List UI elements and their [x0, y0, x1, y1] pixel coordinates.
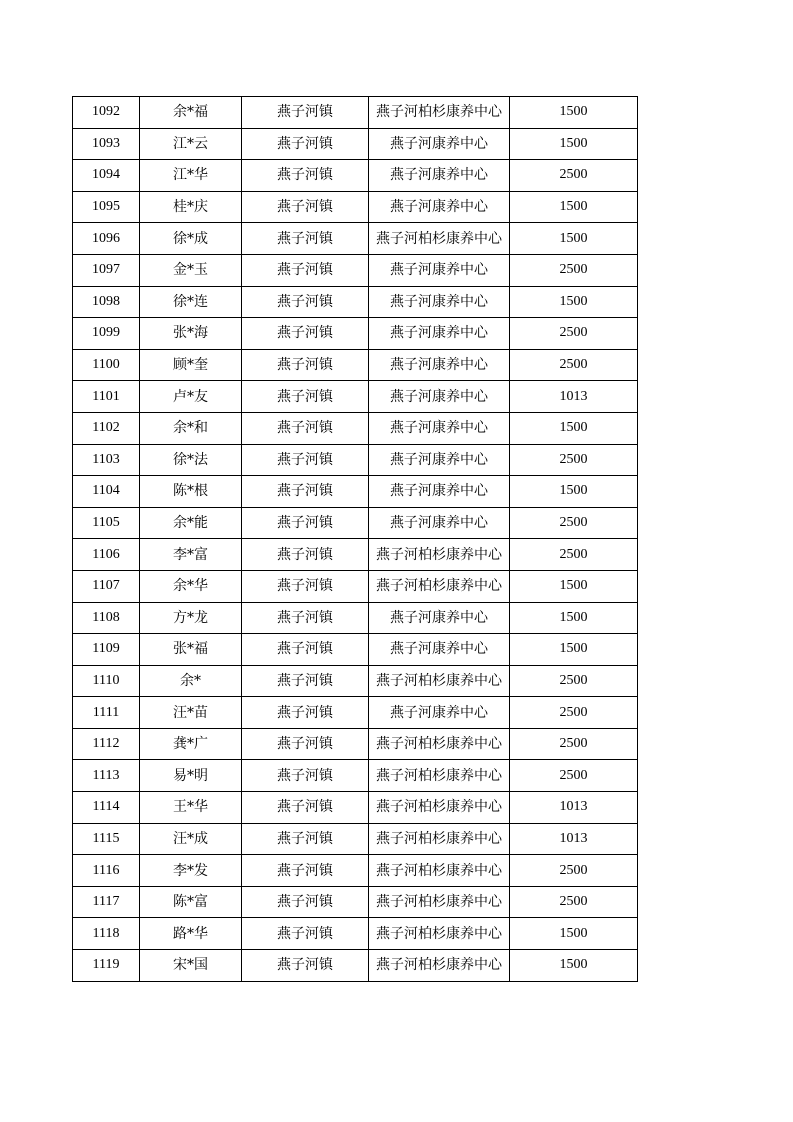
town-cell: 燕子河镇	[242, 381, 369, 413]
name-cell: 汪*成	[140, 823, 242, 855]
row-number-cell: 1108	[73, 602, 140, 634]
name-cell: 江*华	[140, 160, 242, 192]
amount-cell: 1500	[510, 128, 638, 160]
table-row	[73, 507, 638, 539]
table-row	[73, 318, 638, 350]
name-cell: 路*华	[140, 918, 242, 950]
town-cell: 燕子河镇	[242, 950, 369, 982]
row-number-cell: 1093	[73, 128, 140, 160]
amount-cell: 2500	[510, 728, 638, 760]
row-number-cell: 1104	[73, 476, 140, 508]
town-cell: 燕子河镇	[242, 97, 369, 129]
amount-cell: 2500	[510, 444, 638, 476]
name-cell: 易*明	[140, 760, 242, 792]
row-number-cell: 1099	[73, 318, 140, 350]
amount-cell: 1500	[510, 476, 638, 508]
row-number-cell: 1113	[73, 760, 140, 792]
amount-cell: 1500	[510, 286, 638, 318]
table-row	[73, 97, 638, 129]
table-row	[73, 728, 638, 760]
town-cell: 燕子河镇	[242, 476, 369, 508]
town-cell: 燕子河镇	[242, 160, 369, 192]
care-center-cell: 燕子河柏杉康养中心	[369, 570, 510, 602]
amount-cell: 1013	[510, 381, 638, 413]
table-row	[73, 160, 638, 192]
name-cell: 陈*富	[140, 886, 242, 918]
town-cell: 燕子河镇	[242, 223, 369, 255]
amount-cell: 2500	[510, 160, 638, 192]
amount-cell: 1500	[510, 412, 638, 444]
name-cell: 徐*法	[140, 444, 242, 476]
name-cell: 方*龙	[140, 602, 242, 634]
row-number-cell: 1105	[73, 507, 140, 539]
row-number-cell: 1119	[73, 950, 140, 982]
care-center-cell: 燕子河康养中心	[369, 381, 510, 413]
town-cell: 燕子河镇	[242, 444, 369, 476]
name-cell: 卢*友	[140, 381, 242, 413]
name-cell: 余*华	[140, 570, 242, 602]
name-cell: 江*云	[140, 128, 242, 160]
row-number-cell: 1095	[73, 191, 140, 223]
care-center-cell: 燕子河康养中心	[369, 318, 510, 350]
care-center-cell: 燕子河康养中心	[369, 507, 510, 539]
town-cell: 燕子河镇	[242, 665, 369, 697]
amount-cell: 1500	[510, 918, 638, 950]
care-center-cell: 燕子河康养中心	[369, 286, 510, 318]
amount-cell: 1500	[510, 634, 638, 666]
table-row	[73, 128, 638, 160]
amount-cell: 2500	[510, 254, 638, 286]
name-cell: 张*福	[140, 634, 242, 666]
table-row	[73, 476, 638, 508]
care-center-cell: 燕子河柏杉康养中心	[369, 223, 510, 255]
table-row	[73, 349, 638, 381]
name-cell: 汪*苗	[140, 697, 242, 729]
town-cell: 燕子河镇	[242, 634, 369, 666]
table-row	[73, 792, 638, 824]
care-center-cell: 燕子河柏杉康养中心	[369, 950, 510, 982]
town-cell: 燕子河镇	[242, 254, 369, 286]
table-row	[73, 855, 638, 887]
amount-cell: 1500	[510, 97, 638, 129]
table-row	[73, 634, 638, 666]
care-center-cell: 燕子河柏杉康养中心	[369, 886, 510, 918]
row-number-cell: 1097	[73, 254, 140, 286]
amount-cell: 1500	[510, 191, 638, 223]
row-number-cell: 1098	[73, 286, 140, 318]
name-cell: 宋*国	[140, 950, 242, 982]
table-row	[73, 886, 638, 918]
table-row	[73, 223, 638, 255]
amount-cell: 2500	[510, 507, 638, 539]
table-row	[73, 444, 638, 476]
row-number-cell: 1109	[73, 634, 140, 666]
name-cell: 桂*庆	[140, 191, 242, 223]
town-cell: 燕子河镇	[242, 412, 369, 444]
amount-cell: 2500	[510, 697, 638, 729]
care-center-cell: 燕子河柏杉康养中心	[369, 728, 510, 760]
amount-cell: 2500	[510, 855, 638, 887]
table-row	[73, 254, 638, 286]
row-number-cell: 1115	[73, 823, 140, 855]
care-center-cell: 燕子河康养中心	[369, 444, 510, 476]
name-cell: 陈*根	[140, 476, 242, 508]
table-row	[73, 570, 638, 602]
care-center-cell: 燕子河康养中心	[369, 349, 510, 381]
town-cell: 燕子河镇	[242, 697, 369, 729]
care-center-cell: 燕子河柏杉康养中心	[369, 665, 510, 697]
care-center-cell: 燕子河康养中心	[369, 160, 510, 192]
name-cell: 顾*奎	[140, 349, 242, 381]
table-row	[73, 950, 638, 982]
row-number-cell: 1094	[73, 160, 140, 192]
row-number-cell: 1114	[73, 792, 140, 824]
care-center-cell: 燕子河康养中心	[369, 254, 510, 286]
town-cell: 燕子河镇	[242, 349, 369, 381]
town-cell: 燕子河镇	[242, 539, 369, 571]
name-cell: 王*华	[140, 792, 242, 824]
table-row	[73, 539, 638, 571]
row-number-cell: 1103	[73, 444, 140, 476]
name-cell: 余*	[140, 665, 242, 697]
row-number-cell: 1092	[73, 97, 140, 129]
row-number-cell: 1107	[73, 570, 140, 602]
town-cell: 燕子河镇	[242, 918, 369, 950]
name-cell: 徐*成	[140, 223, 242, 255]
row-number-cell: 1102	[73, 412, 140, 444]
town-cell: 燕子河镇	[242, 855, 369, 887]
table-row	[73, 697, 638, 729]
table-row	[73, 381, 638, 413]
town-cell: 燕子河镇	[242, 886, 369, 918]
amount-cell: 1500	[510, 950, 638, 982]
row-number-cell: 1117	[73, 886, 140, 918]
care-center-cell: 燕子河柏杉康养中心	[369, 97, 510, 129]
care-center-cell: 燕子河柏杉康养中心	[369, 855, 510, 887]
care-center-cell: 燕子河柏杉康养中心	[369, 823, 510, 855]
amount-cell: 2500	[510, 760, 638, 792]
amount-cell: 1013	[510, 823, 638, 855]
care-center-cell: 燕子河柏杉康养中心	[369, 792, 510, 824]
row-number-cell: 1101	[73, 381, 140, 413]
amount-cell: 2500	[510, 665, 638, 697]
table-row	[73, 412, 638, 444]
town-cell: 燕子河镇	[242, 728, 369, 760]
table-row	[73, 191, 638, 223]
row-number-cell: 1106	[73, 539, 140, 571]
name-cell: 李*富	[140, 539, 242, 571]
town-cell: 燕子河镇	[242, 318, 369, 350]
table-row	[73, 823, 638, 855]
name-cell: 金*玉	[140, 254, 242, 286]
table-row	[73, 286, 638, 318]
name-cell: 余*能	[140, 507, 242, 539]
town-cell: 燕子河镇	[242, 191, 369, 223]
name-cell: 李*发	[140, 855, 242, 887]
amount-cell: 1500	[510, 570, 638, 602]
table-row	[73, 665, 638, 697]
table-row	[73, 918, 638, 950]
care-center-cell: 燕子河柏杉康养中心	[369, 760, 510, 792]
name-cell: 张*海	[140, 318, 242, 350]
row-number-cell: 1118	[73, 918, 140, 950]
care-center-cell: 燕子河康养中心	[369, 697, 510, 729]
town-cell: 燕子河镇	[242, 760, 369, 792]
table-row	[73, 602, 638, 634]
roster-table-body	[73, 97, 638, 982]
amount-cell: 2500	[510, 318, 638, 350]
amount-cell: 2500	[510, 886, 638, 918]
care-center-cell: 燕子河康养中心	[369, 128, 510, 160]
town-cell: 燕子河镇	[242, 286, 369, 318]
name-cell: 龚*广	[140, 728, 242, 760]
table-row	[73, 760, 638, 792]
row-number-cell: 1100	[73, 349, 140, 381]
care-center-cell: 燕子河康养中心	[369, 602, 510, 634]
care-center-cell: 燕子河柏杉康养中心	[369, 918, 510, 950]
care-center-cell: 燕子河康养中心	[369, 634, 510, 666]
care-center-cell: 燕子河康养中心	[369, 191, 510, 223]
name-cell: 余*和	[140, 412, 242, 444]
care-center-cell: 燕子河康养中心	[369, 476, 510, 508]
town-cell: 燕子河镇	[242, 128, 369, 160]
amount-cell: 2500	[510, 349, 638, 381]
town-cell: 燕子河镇	[242, 507, 369, 539]
row-number-cell: 1110	[73, 665, 140, 697]
subsidy-roster-table	[72, 96, 638, 982]
town-cell: 燕子河镇	[242, 823, 369, 855]
care-center-cell: 燕子河康养中心	[369, 412, 510, 444]
amount-cell: 1500	[510, 602, 638, 634]
name-cell: 徐*连	[140, 286, 242, 318]
town-cell: 燕子河镇	[242, 570, 369, 602]
town-cell: 燕子河镇	[242, 602, 369, 634]
amount-cell: 2500	[510, 539, 638, 571]
amount-cell: 1013	[510, 792, 638, 824]
row-number-cell: 1111	[73, 697, 140, 729]
row-number-cell: 1112	[73, 728, 140, 760]
amount-cell: 1500	[510, 223, 638, 255]
town-cell: 燕子河镇	[242, 792, 369, 824]
care-center-cell: 燕子河柏杉康养中心	[369, 539, 510, 571]
name-cell: 余*福	[140, 97, 242, 129]
row-number-cell: 1116	[73, 855, 140, 887]
row-number-cell: 1096	[73, 223, 140, 255]
